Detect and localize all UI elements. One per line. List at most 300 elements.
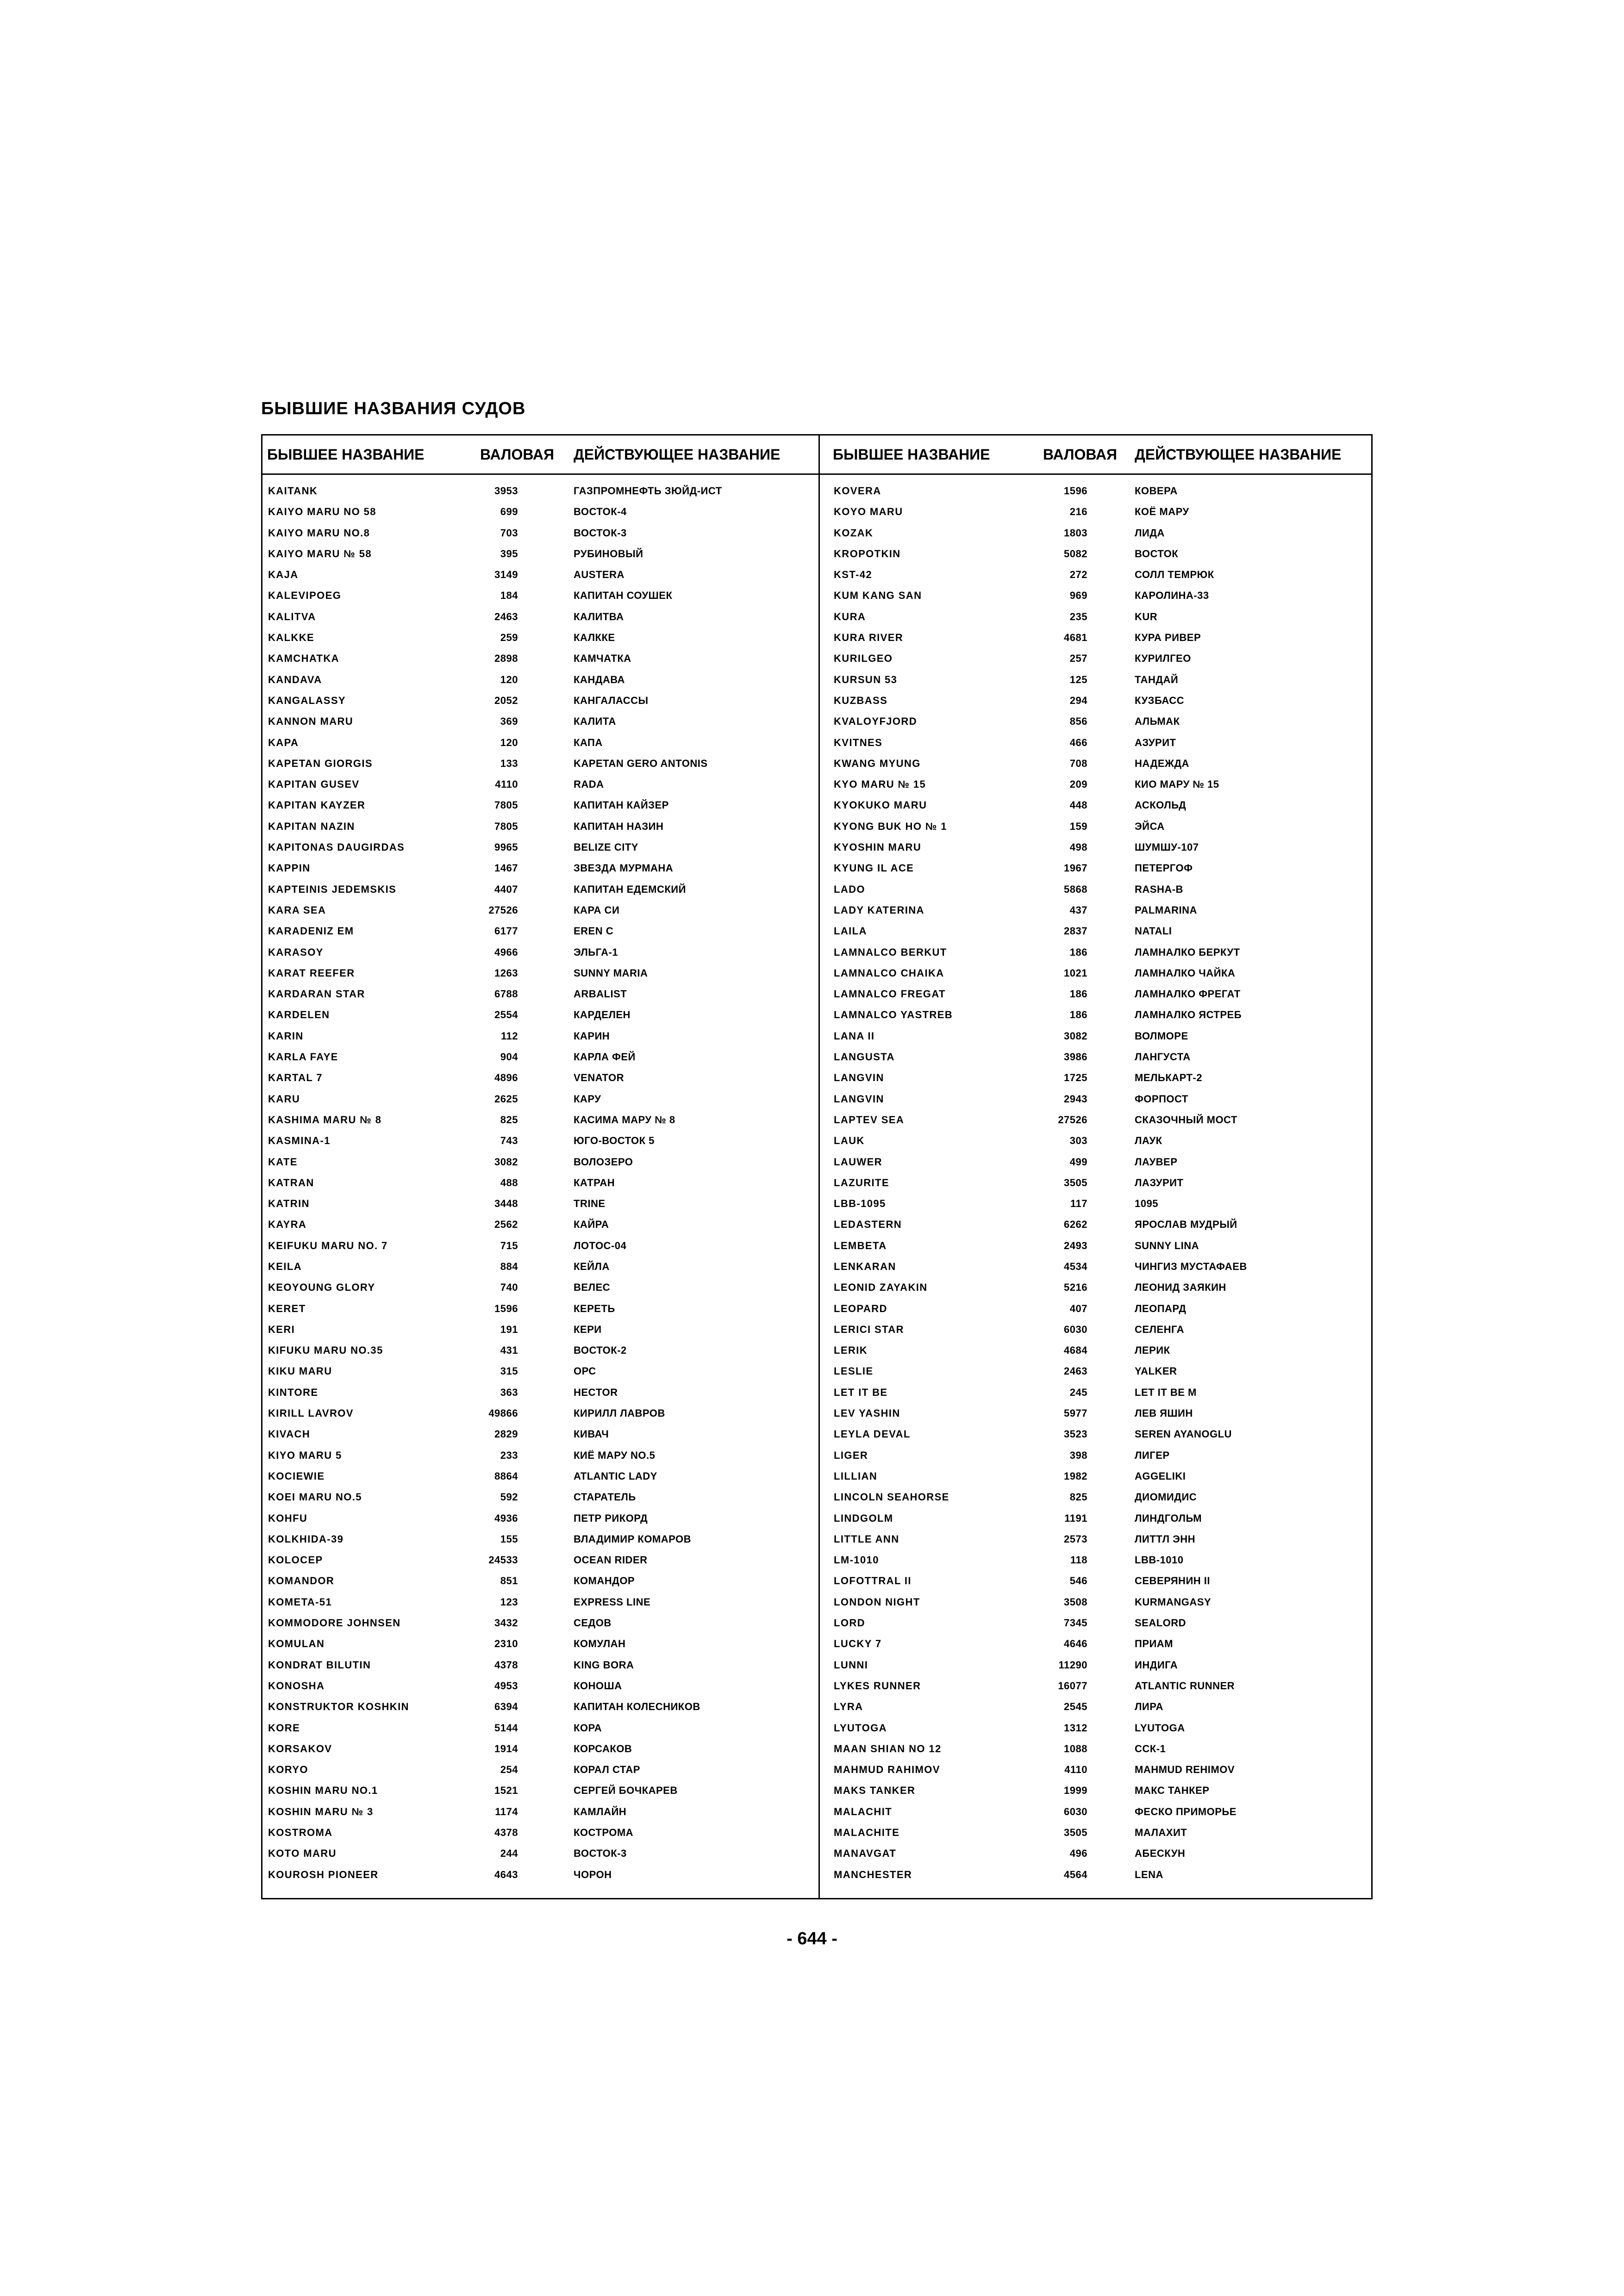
- table-row: [820, 1801, 1374, 1822]
- tonnage-cell: 4953: [494, 1680, 518, 1692]
- tonnage-cell: 186: [1069, 946, 1087, 958]
- former-name-cell: KOMULAN: [268, 1638, 325, 1650]
- current-name-cell: КЕЙЛА: [574, 1260, 610, 1272]
- former-name-cell: LM-1010: [834, 1554, 879, 1566]
- current-name-cell: ЛОТОС-04: [574, 1239, 627, 1251]
- former-name-cell: KAPPIN: [268, 862, 311, 874]
- tonnage-cell: 4110: [495, 778, 518, 790]
- table-row: [262, 1109, 817, 1130]
- tonnage-cell: 2562: [494, 1219, 518, 1231]
- former-name-cell: KIFUKU MARU NO.35: [268, 1344, 383, 1356]
- former-name-cell: LITTLE ANN: [834, 1533, 899, 1545]
- tonnage-cell: 496: [1069, 1848, 1087, 1860]
- table-row: [820, 1382, 1374, 1403]
- table-row: [262, 1466, 817, 1487]
- tonnage-cell: 743: [500, 1135, 518, 1147]
- tonnage-cell: 4378: [494, 1827, 518, 1838]
- table-row: [262, 1046, 817, 1067]
- table-row: [820, 669, 1374, 690]
- table-row: [262, 942, 817, 963]
- current-name-cell: ЛИРА: [1135, 1701, 1163, 1713]
- tonnage-cell: 699: [500, 506, 518, 518]
- page-title: БЫВШИЕ НАЗВАНИЯ СУДОВ: [261, 399, 526, 418]
- former-name-cell: KAMCHATKA: [268, 653, 339, 665]
- former-name-cell: KAITANK: [268, 485, 318, 497]
- tonnage-cell: 2463: [494, 610, 518, 622]
- former-name-cell: KIKU MARU: [268, 1365, 332, 1377]
- table-row: [262, 1696, 817, 1717]
- former-name-cell: LADY KATERINA: [834, 904, 924, 916]
- table-row: [820, 606, 1374, 627]
- former-name-cell: LAILA: [834, 925, 867, 937]
- table-row: [262, 795, 817, 815]
- tonnage-cell: 5082: [1064, 548, 1087, 560]
- tonnage-cell: 3523: [1064, 1428, 1087, 1440]
- current-name-cell: КАМЧАТКА: [574, 653, 631, 665]
- table-right-half: [820, 436, 1374, 1898]
- former-name-cell: KONDRAT BILUTIN: [268, 1659, 371, 1671]
- former-name-cell: KOSHIN MARU NO.1: [268, 1785, 378, 1797]
- current-name-cell: КАРИН: [574, 1030, 610, 1042]
- tonnage-cell: 118: [1070, 1554, 1087, 1566]
- tonnage-cell: 7805: [494, 820, 518, 832]
- current-name-cell: ВОСТОК: [1135, 548, 1179, 560]
- current-name-cell: ИНДИГА: [1135, 1659, 1178, 1671]
- current-name-cell: ВОЛОЗЕРО: [574, 1156, 633, 1168]
- former-name-cell: LAMNALCO FREGAT: [834, 988, 946, 1000]
- table-row: [820, 774, 1374, 795]
- former-name-cell: LANGVIN: [834, 1072, 884, 1084]
- former-name-cell: KOUROSH PIONEER: [268, 1868, 379, 1880]
- former-name-cell: KOHFU: [268, 1512, 308, 1524]
- current-name-cell: ЛАНГУСТА: [1135, 1051, 1191, 1063]
- tonnage-cell: 2837: [1064, 925, 1087, 937]
- current-name-cell: ОРС: [574, 1365, 596, 1377]
- former-name-cell: KEOYOUNG GLORY: [268, 1282, 375, 1294]
- tonnage-cell: 904: [500, 1051, 518, 1063]
- tonnage-cell: 4684: [1064, 1344, 1087, 1356]
- former-name-cell: KAIYO MARU NO 58: [268, 506, 376, 518]
- tonnage-cell: 363: [500, 1386, 518, 1398]
- current-name-cell: OCEAN RIDER: [574, 1554, 648, 1566]
- table-row: [820, 1277, 1374, 1298]
- table-row: [262, 480, 817, 501]
- table-row: [820, 543, 1374, 564]
- current-name-cell: ЛАМНАЛКО ЯСТРЕБ: [1135, 1009, 1242, 1021]
- table-row: [262, 1864, 817, 1885]
- table-row: [820, 942, 1374, 963]
- current-name-cell: ВЕЛЕС: [574, 1282, 611, 1294]
- right-rows: [820, 480, 1374, 1885]
- tonnage-cell: 1596: [494, 1302, 518, 1314]
- table-row: [262, 1508, 817, 1529]
- tonnage-cell: 2554: [494, 1009, 518, 1021]
- table-row: [262, 501, 817, 522]
- table-row: [820, 523, 1374, 543]
- former-name-cell: LAUWER: [834, 1156, 882, 1168]
- current-name-cell: КИЁ МАРУ NO.5: [574, 1449, 656, 1461]
- former-name-cell: KIRILL LAVROV: [268, 1407, 354, 1419]
- current-name-cell: КАЛИТА: [574, 716, 616, 728]
- table-row: [820, 1633, 1374, 1654]
- tonnage-cell: 4681: [1064, 632, 1087, 644]
- former-name-cell: KURA RIVER: [834, 632, 904, 644]
- table-row: [820, 711, 1374, 732]
- current-name-cell: NATALI: [1135, 925, 1172, 937]
- table-row: [820, 837, 1374, 858]
- current-name-cell: ВОСТОК-2: [574, 1344, 627, 1356]
- table-row: [820, 1403, 1374, 1424]
- table-row: [262, 983, 817, 1004]
- table-row: [262, 1655, 817, 1675]
- current-name-cell: СЕДОВ: [574, 1617, 612, 1629]
- former-name-cell: KALKKE: [268, 632, 315, 644]
- table-row: [262, 1235, 817, 1256]
- current-name-cell: КОРСАКОВ: [574, 1742, 632, 1755]
- former-name-cell: MAAN SHIAN NO 12: [834, 1742, 942, 1755]
- tonnage-cell: 186: [1069, 1009, 1087, 1021]
- table-row: [820, 1361, 1374, 1381]
- former-name-cell: LAUK: [834, 1135, 865, 1147]
- tonnage-cell: 431: [500, 1344, 518, 1356]
- table-row: [820, 1487, 1374, 1507]
- table-row: [262, 1780, 817, 1801]
- tonnage-cell: 3505: [1064, 1827, 1087, 1838]
- table-row: [262, 1487, 817, 1507]
- former-name-cell: KWANG MYUNG: [834, 757, 921, 769]
- table-row: [262, 1738, 817, 1759]
- former-name-cell: KARDARAN STAR: [268, 988, 365, 1000]
- tonnage-cell: 191: [500, 1323, 518, 1335]
- tonnage-cell: 2829: [494, 1428, 518, 1440]
- current-name-cell: ЛЕОНИД ЗАЯКИН: [1135, 1282, 1226, 1294]
- tonnage-cell: 1174: [495, 1805, 518, 1817]
- former-name-cell: LEMBETA: [834, 1239, 887, 1251]
- table-row: [262, 816, 817, 837]
- table-row: [820, 1445, 1374, 1466]
- tonnage-cell: 499: [1069, 1156, 1087, 1168]
- former-name-cell: KYOKUKO MARU: [834, 799, 927, 811]
- tonnage-cell: 1967: [1064, 862, 1087, 874]
- tonnage-cell: 1596: [1064, 485, 1087, 497]
- tonnage-cell: 6177: [494, 925, 518, 937]
- tonnage-cell: 1725: [1064, 1072, 1087, 1084]
- tonnage-cell: 209: [1069, 778, 1087, 790]
- former-name-cell: KOCIEWIE: [268, 1470, 325, 1482]
- table-row: [820, 1738, 1374, 1759]
- current-name-cell: ЯРОСЛАВ МУДРЫЙ: [1135, 1219, 1237, 1231]
- table-row: [262, 1089, 817, 1109]
- tonnage-cell: 592: [500, 1491, 518, 1503]
- former-name-cell: KORSAKOV: [268, 1742, 332, 1755]
- current-name-cell: ЮГО-ВОСТОК 5: [574, 1135, 655, 1147]
- tonnage-cell: 856: [1069, 716, 1087, 728]
- tonnage-cell: 969: [1069, 590, 1087, 602]
- table-row: [262, 858, 817, 878]
- current-name-cell: КАЛИТВА: [574, 610, 624, 622]
- tonnage-cell: 825: [1069, 1491, 1087, 1503]
- header-former-name: БЫВШЕЕ НАЗВАНИЕ: [833, 446, 990, 463]
- tonnage-cell: 4110: [1064, 1764, 1087, 1776]
- current-name-cell: SEREN AYANOGLU: [1135, 1428, 1232, 1440]
- current-name-cell: КУЗБАСС: [1135, 694, 1185, 706]
- tonnage-cell: 3508: [1064, 1596, 1087, 1608]
- current-name-cell: ЛИНДГОЛЬМ: [1135, 1512, 1202, 1524]
- table-row: [262, 1633, 817, 1654]
- tonnage-cell: 3082: [494, 1156, 518, 1168]
- former-name-cell: LESLIE: [834, 1365, 874, 1377]
- table-row: [820, 879, 1374, 900]
- current-name-cell: КАПИТАН СОУШЕК: [574, 590, 673, 602]
- former-name-cell: LEYLA DEVAL: [834, 1428, 911, 1440]
- table-row: [820, 1508, 1374, 1529]
- current-name-cell: ГАЗПРОМНЕФТЬ ЗЮЙД-ИСТ: [574, 485, 722, 497]
- current-name-cell: ATLANTIC RUNNER: [1135, 1680, 1235, 1692]
- current-name-cell: СЕЛЕНГА: [1135, 1323, 1185, 1335]
- table-row: [820, 1864, 1374, 1885]
- former-name-cell: LENKARAN: [834, 1260, 896, 1272]
- former-name-cell: KATE: [268, 1156, 298, 1168]
- current-name-cell: РУБИНОВЫЙ: [574, 548, 643, 560]
- current-name-cell: КАПИТАН КАЙЗЕР: [574, 799, 669, 811]
- current-name-cell: AUSTERA: [574, 569, 625, 581]
- tonnage-cell: 2625: [494, 1093, 518, 1105]
- tonnage-cell: 2943: [1064, 1093, 1087, 1105]
- current-name-cell: КОНОША: [574, 1680, 622, 1692]
- table-row: [262, 1592, 817, 1612]
- tonnage-cell: 233: [500, 1449, 518, 1461]
- former-name-cell: KOSHIN MARU № 3: [268, 1805, 374, 1817]
- tonnage-cell: 186: [1069, 988, 1087, 1000]
- tonnage-cell: 498: [1069, 841, 1087, 853]
- former-name-cell: LANGUSTA: [834, 1051, 895, 1063]
- tonnage-cell: 1521: [494, 1785, 518, 1797]
- tonnage-cell: 4643: [494, 1868, 518, 1880]
- former-name-cell: KROPOTKIN: [834, 548, 901, 560]
- current-name-cell: SUNNY MARIA: [574, 967, 648, 979]
- tonnage-cell: 715: [500, 1239, 518, 1251]
- current-name-cell: КАПИТАН КОЛЕСНИКОВ: [574, 1701, 700, 1713]
- tonnage-cell: 1088: [1064, 1742, 1087, 1755]
- current-name-cell: SUNNY LINA: [1135, 1239, 1199, 1251]
- former-name-cell: KARAT REEFER: [268, 967, 355, 979]
- tonnage-cell: 1191: [1064, 1512, 1087, 1524]
- table-row: [820, 480, 1374, 501]
- current-name-cell: ЭЛЬГА-1: [574, 946, 618, 958]
- table-row: [820, 585, 1374, 606]
- table-row: [262, 1403, 817, 1424]
- tonnage-cell: 315: [500, 1365, 518, 1377]
- current-name-cell: СЕРГЕЙ БОЧКАРЕВ: [574, 1785, 678, 1797]
- former-name-cell: KOLOCEP: [268, 1554, 323, 1566]
- tonnage-cell: 1312: [1064, 1722, 1087, 1734]
- tonnage-cell: 407: [1069, 1302, 1087, 1314]
- tonnage-cell: 5144: [494, 1722, 518, 1734]
- tonnage-cell: 7345: [1064, 1617, 1087, 1629]
- table-row: [820, 983, 1374, 1004]
- current-name-cell: КОСТРОМА: [574, 1827, 634, 1838]
- table-row: [262, 1361, 817, 1381]
- current-name-cell: ЛИГЕР: [1135, 1449, 1170, 1461]
- former-name-cell: KANNON MARU: [268, 716, 354, 728]
- table-row: [262, 1130, 817, 1151]
- former-name-cell: LEDASTERN: [834, 1219, 902, 1231]
- former-name-cell: KORE: [268, 1722, 300, 1734]
- former-name-cell: LINDGOLM: [834, 1512, 893, 1524]
- page-number: - 644 -: [787, 1929, 837, 1948]
- former-name-cell: LAPTEV SEA: [834, 1114, 905, 1126]
- table-row: [262, 523, 817, 543]
- current-name-cell: ЭЙСА: [1135, 820, 1165, 832]
- former-name-cell: LAMNALCO BERKUT: [834, 946, 947, 958]
- tonnage-cell: 4564: [1064, 1868, 1087, 1880]
- former-name-cell: KAPITONAS DAUGIRDAS: [268, 841, 405, 853]
- tonnage-cell: 6262: [1064, 1219, 1087, 1231]
- former-name-cell: KERET: [268, 1302, 306, 1314]
- table-row: [262, 564, 817, 585]
- table-row: [262, 1172, 817, 1193]
- tonnage-cell: 1803: [1064, 527, 1087, 539]
- tonnage-cell: 4534: [1064, 1260, 1087, 1272]
- table-row: [262, 1298, 817, 1319]
- table-row: [262, 648, 817, 669]
- ship-names-table: [261, 434, 1373, 1899]
- current-name-cell: СКАЗОЧНЫЙ МОСТ: [1135, 1114, 1237, 1126]
- former-name-cell: KASHIMA MARU № 8: [268, 1114, 382, 1126]
- current-name-cell: КАСИМА МАРУ № 8: [574, 1114, 675, 1126]
- former-name-cell: KST-42: [834, 569, 872, 581]
- tonnage-cell: 257: [1069, 653, 1087, 665]
- tonnage-cell: 6030: [1064, 1805, 1087, 1817]
- current-name-cell: МЕЛЬКАРТ-2: [1135, 1072, 1202, 1084]
- table-row: [820, 1319, 1374, 1340]
- current-name-cell: КАРДЕЛЕН: [574, 1009, 631, 1021]
- current-name-cell: АСКОЛЬД: [1135, 799, 1187, 811]
- table-row: [262, 753, 817, 774]
- current-name-cell: АЛЬМАК: [1135, 716, 1180, 728]
- former-name-cell: KANGALASSY: [268, 694, 346, 706]
- former-name-cell: KUM KANG SAN: [834, 590, 922, 602]
- table-left-half: [262, 436, 817, 1898]
- tonnage-cell: 117: [1070, 1198, 1087, 1210]
- tonnage-cell: 120: [500, 736, 518, 748]
- former-name-cell: KURSUN 53: [834, 673, 898, 685]
- tonnage-cell: 133: [500, 757, 518, 769]
- table-row: [820, 795, 1374, 815]
- former-name-cell: KYO MARU № 15: [834, 778, 926, 790]
- former-name-cell: KARADENIZ EM: [268, 925, 354, 937]
- current-name-cell: МАЛАХИТ: [1135, 1827, 1187, 1838]
- header-former-name: БЫВШЕЕ НАЗВАНИЕ: [267, 446, 425, 463]
- tonnage-cell: 3432: [494, 1617, 518, 1629]
- tonnage-cell: 488: [500, 1176, 518, 1188]
- former-name-cell: LAZURITE: [834, 1176, 889, 1188]
- table-row: [820, 1046, 1374, 1067]
- tonnage-cell: 2463: [1064, 1365, 1087, 1377]
- former-name-cell: KOTO MARU: [268, 1848, 337, 1860]
- current-name-cell: ЛЕРИК: [1135, 1344, 1170, 1356]
- current-name-cell: ВОСТОК-4: [574, 506, 627, 518]
- current-name-cell: КЕРИ: [574, 1323, 602, 1335]
- table-row: [820, 1843, 1374, 1864]
- current-name-cell: ССК-1: [1135, 1742, 1166, 1755]
- former-name-cell: KEILA: [268, 1260, 302, 1272]
- current-name-cell: СОЛЛ ТЕМРЮК: [1135, 569, 1214, 581]
- former-name-cell: KOVERA: [834, 485, 881, 497]
- table-row: [820, 1529, 1374, 1549]
- tonnage-cell: 27526: [488, 904, 518, 916]
- current-name-cell: ЛЕОПАРД: [1135, 1302, 1187, 1314]
- current-name-cell: КАНГАЛАССЫ: [574, 694, 649, 706]
- tonnage-cell: 851: [500, 1575, 518, 1587]
- table-row: [262, 1759, 817, 1780]
- current-name-cell: КЕРЕТЬ: [574, 1302, 615, 1314]
- tonnage-cell: 2898: [494, 653, 518, 665]
- current-name-cell: ВЛАДИМИР КОМАРОВ: [574, 1533, 692, 1545]
- table-row: [820, 1549, 1374, 1570]
- current-name-cell: КАМЛАЙН: [574, 1805, 627, 1817]
- former-name-cell: KATRAN: [268, 1176, 314, 1188]
- tonnage-cell: 259: [500, 632, 518, 644]
- current-name-cell: 1095: [1135, 1198, 1158, 1210]
- current-name-cell: ПЕТЕРГОФ: [1135, 862, 1193, 874]
- former-name-cell: KOEI MARU NO.5: [268, 1491, 362, 1503]
- former-name-cell: LIGER: [834, 1449, 868, 1461]
- tonnage-cell: 272: [1069, 569, 1087, 581]
- table-row: [262, 732, 817, 753]
- table-row: [820, 1655, 1374, 1675]
- former-name-cell: KAPITAN GUSEV: [268, 778, 360, 790]
- tonnage-cell: 395: [500, 548, 518, 560]
- former-name-cell: LADO: [834, 883, 865, 895]
- former-name-cell: KARDELEN: [268, 1009, 330, 1021]
- tonnage-cell: 466: [1069, 736, 1087, 748]
- table-row: [262, 711, 817, 732]
- current-name-cell: KURMANGASY: [1135, 1596, 1212, 1608]
- tonnage-cell: 703: [500, 527, 518, 539]
- current-name-cell: KING BORA: [574, 1659, 634, 1671]
- table-row: [262, 963, 817, 983]
- table-row: [820, 1193, 1374, 1214]
- former-name-cell: KORYO: [268, 1764, 308, 1776]
- current-name-cell: AGGELIKI: [1135, 1470, 1186, 1482]
- table-row: [262, 1445, 817, 1466]
- current-name-cell: КОРАЛ СТАР: [574, 1764, 640, 1776]
- table-row: [262, 837, 817, 858]
- former-name-cell: LONDON NIGHT: [834, 1596, 920, 1608]
- former-name-cell: KOYO MARU: [834, 506, 903, 518]
- table-row: [820, 1570, 1374, 1591]
- current-name-cell: VENATOR: [574, 1072, 625, 1084]
- table-row: [262, 1801, 817, 1822]
- former-name-cell: KARTAL 7: [268, 1072, 323, 1084]
- tonnage-cell: 1982: [1064, 1470, 1087, 1482]
- table-row: [820, 1067, 1374, 1088]
- current-name-cell: EREN C: [574, 925, 614, 937]
- current-name-cell: КАРУ: [574, 1093, 601, 1105]
- tonnage-cell: 6030: [1064, 1323, 1087, 1335]
- former-name-cell: KAPA: [268, 736, 299, 748]
- former-name-cell: KERI: [268, 1323, 295, 1335]
- tonnage-cell: 27526: [1058, 1114, 1087, 1126]
- table-row: [262, 879, 817, 900]
- table-row: [820, 648, 1374, 669]
- former-name-cell: LEOPARD: [834, 1302, 887, 1314]
- tonnage-cell: 7805: [494, 799, 518, 811]
- former-name-cell: KARA SEA: [268, 904, 326, 916]
- tonnage-cell: 294: [1069, 694, 1087, 706]
- former-name-cell: LANGVIN: [834, 1093, 884, 1105]
